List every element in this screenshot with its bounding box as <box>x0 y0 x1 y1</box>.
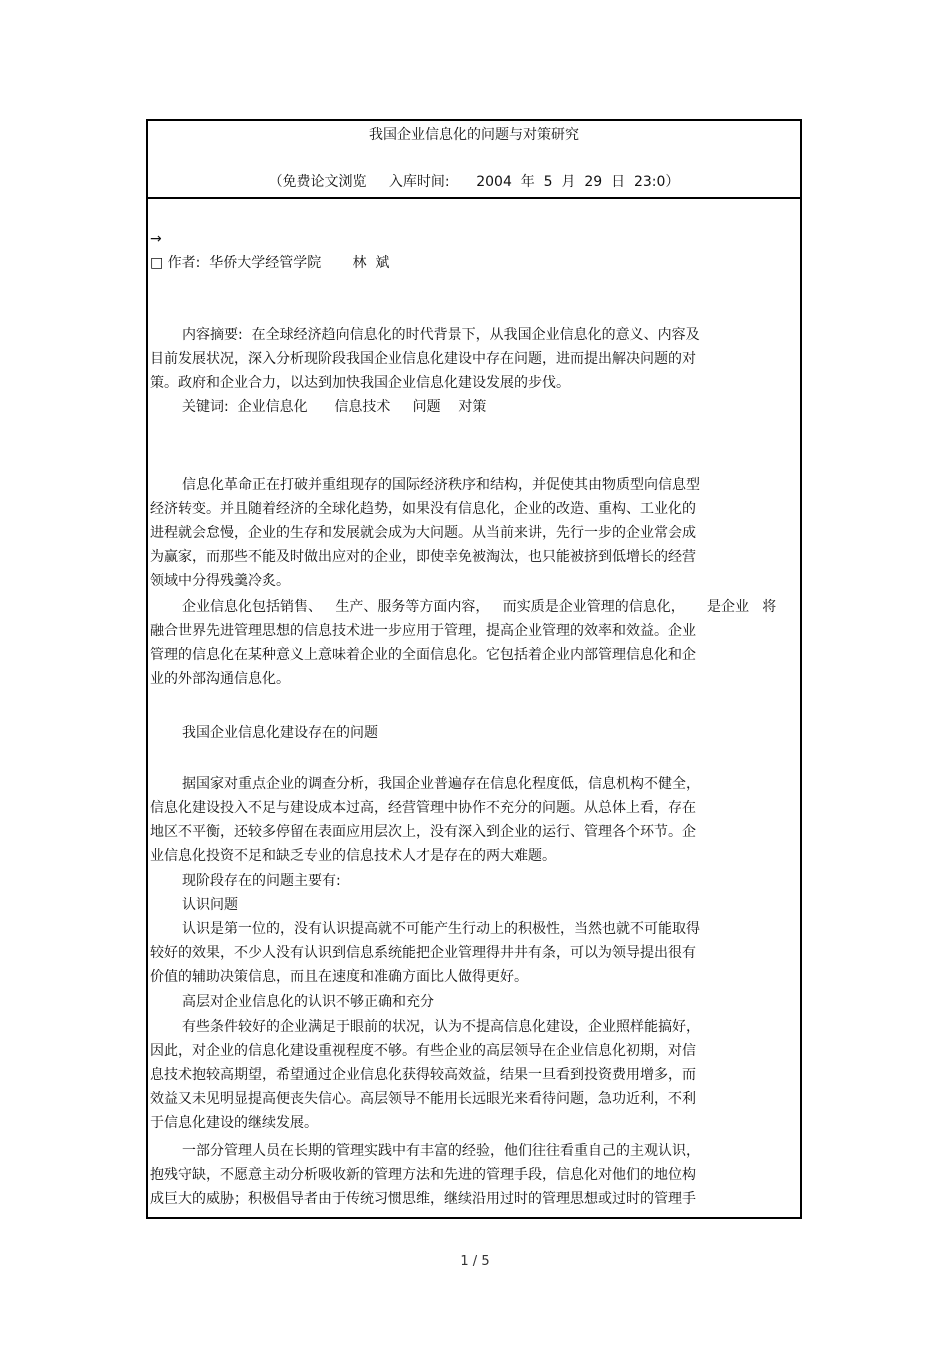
paragraph-line: 地区不平衡，还较多停留在表面应用层次上，没有深入到企业的运行、管理各个环节。企 <box>150 824 696 840</box>
paragraph-line: 管理的信息化在某种意义上意味着企业的全面信息化。它包括着企业内部管理信息化和企 <box>150 647 696 663</box>
page-number: 1 / 5 <box>460 1254 490 1269</box>
abstract-line: 策。政府和企业合力，以达到加快我国企业信息化建设发展的步伐。 <box>150 375 570 391</box>
paragraph-line: 抱残守缺，不愿意主动分析吸收新的管理方法和先进的管理手段，信息化对他们的地位构 <box>150 1167 696 1183</box>
keywords-line: 关键词: 企业信息化 信息技术 问题 对策 <box>182 399 487 415</box>
section-heading: 我国企业信息化建设存在的问题 <box>182 725 378 741</box>
paragraph-line: 一部分管理人员在长期的管理实践中有丰富的经验，他们往往看重自己的主观认识， <box>182 1143 700 1159</box>
body-cell <box>148 199 800 1217</box>
paragraph-line: 据国家对重点企业的调查分析，我国企业普遍存在信息化程度低，信息机构不健全， <box>182 776 700 792</box>
paragraph-line: 业的外部沟通信息化。 <box>150 671 290 687</box>
paragraph-line: 信息化革命正在打破并重组现存的国际经济秩序和结构，并促使其由物质型向信息型 <box>182 477 700 493</box>
paragraph-line: 融合世界先进管理思想的信息技术进一步应用于管理，提高企业管理的效率和效益。企业 <box>150 623 696 639</box>
content-table <box>146 119 802 1219</box>
author-line: □ 作者: 华侨大学经管学院 林 斌 <box>150 255 390 271</box>
paragraph-line: 成巨大的威胁；积极倡导者由于传统习惯思维，继续沿用过时的管理思想或过时的管理手 <box>150 1191 696 1207</box>
paragraph-line: 价值的辅助决策信息，而且在速度和准确方面比人做得更好。 <box>150 969 528 985</box>
paragraph-line: 业信息化投资不足和缺乏专业的信息技术人才是存在的两大难题。 <box>150 848 556 864</box>
subheading: 认识问题 <box>182 897 238 913</box>
paragraph-line: 效益又未见明显提高便丧失信心。高层领导不能用长远眼光来看待问题，急功近利，不利 <box>150 1091 696 1107</box>
document-meta: （免费论文浏览 入库时间: 2004 年 5 月 29 日 23:0） <box>268 174 680 190</box>
header-cell <box>148 121 800 199</box>
paragraph-line: 为赢家，而那些不能及时做出应对的企业，即使幸免被淘汰，也只能被挤到低增长的经营 <box>150 549 696 565</box>
paragraph-line: 于信息化建设的继续发展。 <box>150 1115 318 1131</box>
paragraph-line: 较好的效果，不少人没有认识到信息系统能把企业管理得井井有条，可以为领导提出很有 <box>150 945 696 961</box>
abstract-line: 内容摘要: 在全球经济趋向信息化的时代背景下，从我国企业信息化的意义、内容及 <box>182 327 700 343</box>
paragraph-line: 企业信息化包括销售、 生产、服务等方面内容， 而实质是企业管理的信息化， 是企业 将 <box>182 599 777 615</box>
paragraph-line: 经济转变。并且随着经济的全球化趋势，如果没有信息化，企业的改造、重构、工业化的 <box>150 501 696 517</box>
paragraph-line: 有些条件较好的企业满足于眼前的状况，认为不提高信息化建设，企业照样能搞好， <box>182 1019 700 1035</box>
paragraph-line: 信息化建设投入不足与建设成本过高，经营管理中协作不充分的问题。从总体上看，存在 <box>150 800 696 816</box>
document-title: 我国企业信息化的问题与对策研究 <box>369 127 579 143</box>
paragraph-line: 因此，对企业的信息化建设重视程度不够。有些企业的高层领导在企业信息化初期，对信 <box>150 1043 696 1059</box>
problems-intro: 现阶段存在的问题主要有: <box>182 873 341 889</box>
subheading: 高层对企业信息化的认识不够正确和充分 <box>182 994 434 1010</box>
paragraph-line: 息技术抱较高期望，希望通过企业信息化获得较高效益，结果一旦看到投资费用增多，而 <box>150 1067 696 1083</box>
paragraph-line: 领域中分得残羹冷炙。 <box>150 573 290 589</box>
abstract-line: 目前发展状况，深入分析现阶段我国企业信息化建设中存在问题，进而提出解决问题的对 <box>150 351 696 367</box>
arrow-glyph: → <box>150 231 162 247</box>
paragraph-line: 进程就会怠慢，企业的生存和发展就会成为大问题。从当前来讲，先行一步的企业常会成 <box>150 525 696 541</box>
paragraph-line: 认识是第一位的，没有认识提高就不可能产生行动上的积极性，当然也就不可能取得 <box>182 921 700 937</box>
